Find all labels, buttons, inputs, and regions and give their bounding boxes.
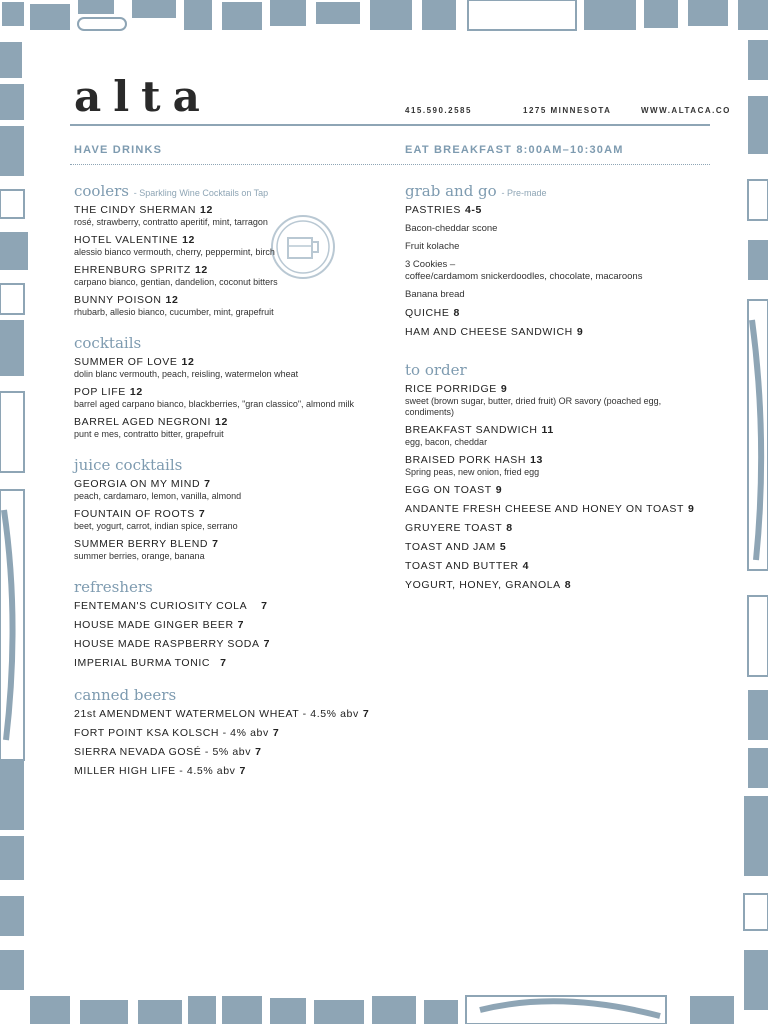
phone-number: 415.590.2585 (405, 106, 472, 115)
header-rule (70, 124, 710, 126)
pastry-option: Fruit kolache (405, 241, 460, 252)
menu-item: FOUNTAIN OF ROOTS 7 beet, yogurt, carrot, indian spice, serrano (74, 508, 238, 531)
juice-cocktails-group (74, 456, 394, 562)
juice-cocktails-title: juice cocktails (74, 456, 183, 474)
menu-item: HOUSE MADE RASPBERRY SODA 7 (74, 638, 271, 650)
pastry-option: Banana bread (405, 289, 465, 300)
menu-item: ANDANTE FRESH CHEESE AND HONEY ON TOAST 9 (405, 503, 695, 515)
cocktails-title: cocktails (74, 334, 142, 352)
refreshers-title: refreshers (74, 578, 153, 596)
canned-beers-group (74, 686, 394, 778)
breakfast-column (405, 182, 710, 608)
menu-item: THE CINDY SHERMAN 12 rosé, strawberry, contratto aperitif, mint, tarragon (74, 204, 268, 227)
menu-item: BRAISED PORK HASH 13 Spring peas, new onion, fried egg (405, 454, 543, 477)
menu-item: POP LIFE 12 barrel aged carpano bianco, blackberries, "gran classico", almond milk (74, 386, 355, 409)
menu-item: PASTRIES 4-5 (405, 204, 482, 216)
coolers-title: coolers (74, 182, 130, 200)
pastry-option: 3 Cookies – (405, 259, 456, 270)
to-order-title: to order (405, 361, 467, 379)
breakfast-section-title: EAT BREAKFAST 8:00AM–10:30AM (405, 144, 624, 156)
menu-item: SUMMER OF LOVE 12 dolin blanc vermouth, peach, reisling, watermelon wheat (74, 356, 299, 379)
canned-beers-title: canned beers (74, 686, 177, 704)
menu-item: GRUYERE TOAST 8 (405, 522, 513, 534)
menu-item: FENTEMAN'S CURIOSITY COLA 7 (74, 600, 268, 612)
menu-item: BARREL AGED NEGRONI 12 punt e mes, contratto bitter, grapefruit (74, 416, 228, 439)
menu-item: SUMMER BERRY BLEND 7 summer berries, orange, banana (74, 538, 219, 561)
drinks-column (74, 182, 394, 794)
menu-item: BUNNY POISON 12 rhubarb, allesio bianco, cucumber, mint, grapefruit (74, 294, 274, 317)
brand-logo: alta (74, 72, 212, 121)
coolers-subtitle: - Sparkling Wine Cocktails on Tap (133, 188, 269, 198)
address: 1275 MINNESOTA (523, 106, 612, 115)
menu-item: RICE PORRIDGE 9 sweet (brown sugar, butter, dried fruit) OR savory (poached egg, condiments) (405, 383, 662, 417)
menu-item: EHRENBURG SPRITZ 12 carpano bianco, gentian, dandelion, coconut bitters (74, 264, 278, 287)
menu-item: FORT POINT KSA KOLSCH - 4% abv 7 (74, 727, 280, 739)
drinks-section-title: HAVE DRINKS (74, 144, 163, 156)
menu-item: EGG ON TOAST 9 (405, 484, 503, 496)
grab-and-go-title: grab and go (405, 182, 497, 200)
menu-item: TOAST AND JAM 5 (405, 541, 507, 553)
pastry-option: Bacon-cheddar scone (405, 223, 498, 234)
menu-item: TOAST AND BUTTER 4 (405, 560, 530, 572)
refreshers-group (74, 578, 394, 670)
menu-item: HAM AND CHEESE SANDWICH 9 (405, 326, 584, 338)
to-order-group (405, 361, 710, 592)
menu-item: YOGURT, HONEY, GRANOLA 8 (405, 579, 572, 591)
menu-item: BREAKFAST SANDWICH 11 egg, bacon, cheddar (405, 424, 554, 447)
menu-item: SIERRA NEVADA GOSÉ - 5% abv 7 (74, 746, 262, 758)
grab-and-go-subtitle: - Pre-made (501, 188, 547, 198)
menu-item: IMPERIAL BURMA TONIC 7 (74, 657, 227, 669)
menu-item: GEORGIA ON MY MIND 7 peach, cardamaro, lemon, vanilla, almond (74, 478, 242, 501)
menu-item: 21st AMENDMENT WATERMELON WHEAT - 4.5% abv 7 (74, 708, 370, 720)
website: WWW.ALTACA.CO (641, 106, 731, 115)
cocktails-group (74, 334, 394, 440)
menu-item: MILLER HIGH LIFE - 4.5% abv 7 (74, 765, 246, 777)
dotted-divider (70, 164, 710, 165)
menu-item: HOTEL VALENTINE 12 alessio bianco vermouth, cherry, peppermint, birch (74, 234, 275, 257)
menu-item: QUICHE 8 (405, 307, 460, 319)
menu-item: HOUSE MADE GINGER BEER 7 (74, 619, 245, 631)
coolers-group (74, 182, 394, 318)
pastry-option: coffee/cardamom snickerdoodles, chocolate, macaroons (405, 271, 643, 282)
grab-and-go-group (405, 182, 710, 339)
menu-page (70, 38, 731, 988)
